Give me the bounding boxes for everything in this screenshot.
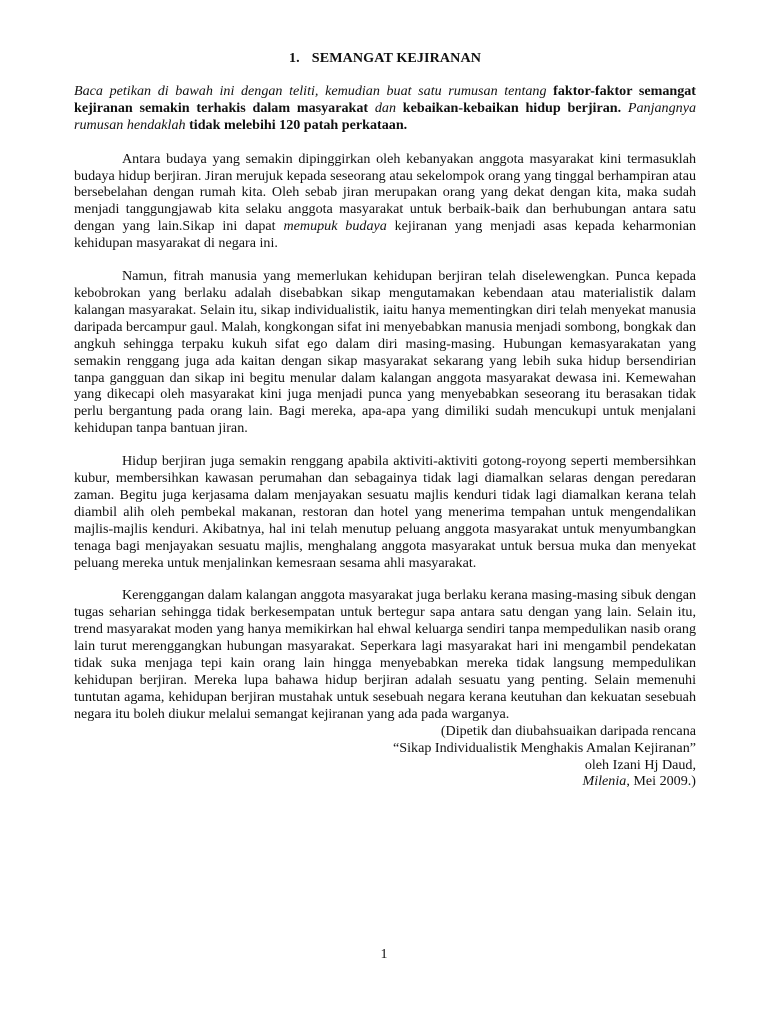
source-line-3: oleh Izani Hj Daud,	[584, 756, 696, 773]
section-number: 1.	[288, 50, 300, 66]
instruction-bold-3: tidak melebihi 120 patah perkataan.	[189, 116, 408, 133]
instruction-paragraph	[74, 83, 696, 134]
source-line-1: (Dipetik dan diubahsuaikan daripada rencana	[440, 722, 696, 739]
section-heading	[74, 50, 696, 67]
paragraph-1-text-b: kejiranan yang menjadi asas kepada keharmonian kehidupan masyarakat di negara ini.	[74, 218, 697, 252]
page-number: 1	[380, 947, 388, 962]
paragraph-1-italic: memupuk budaya	[283, 218, 387, 235]
section-title: SEMANGAT KEJIRANAN	[311, 50, 482, 66]
source-line-2: “Sikap Individualistik Menghakis Amalan Kejiranan”	[393, 739, 696, 756]
paragraph-1-text-a: Antara budaya yang semakin dipinggirkan oleh kebanyakan anggota masyarakat kini termasuklah budaya hidup berjiran. Jiran merujuk kepada seseorang atau sekelompok orang yang tinggal berhampiran atau bersebelahan dengan rumah kita. Oleh sebab jiran merupakan orang yang dekat dengan kita, maka sudah menjadi tanggungjawab kita selaku anggota masyarakat untuk berbaik-baik dan berhubungan antara satu dengan yang lain.Sikap ini dapat	[74, 150, 696, 235]
instruction-bold-2: kebaikan-kebaikan hidup berjiran.	[402, 99, 622, 116]
source-citation	[74, 723, 696, 791]
passage-paragraph-2: Namun, fitrah manusia yang memerlukan kehidupan berjiran telah diselewengkan. Punca kepada kebobrokan yang berlaku adalah disebabkan sikap mengutamakan kebendaan atau materialistik dalam kalangan masyarakat. Selain itu, sikap individualistik, iaitu hanya mementingkan diri telah menyekat manusia daripada bercampur gaul. Malah, kongkongan sifat ini menyebabkan manusia menjadi sombong, bongkak dan angkuh sehingga terpaku kukuh sifat ego dalam diri masing-masing. Hubungan kemasyarakatan yang semakin renggang juga ada kaitan dengan sikap masyarakat sekarang yang lebih suka hidup bersendirian tanpa gangguan dan sikap ini begitu menular dalam kalangan anggota masyarakat dewasa ini. Kemewahan yang dikecapi oleh masyarakat kini juga menjadi punca yang menyebabkan seseorang itu berasakan tidak perlu bergantung pada orang lain. Bagi mereka, apa-apa yang dimiliki sudah mencukupi untuk menjalani kehidupan tanpa bantuan jiran.	[74, 268, 696, 437]
passage-paragraph-4: Kerenggangan dalam kalangan anggota masyarakat juga berlaku kerana masing-masing sibuk dengan tugas seharian sehingga tidak berkesempatan untuk bertegur sapa antara satu dengan yang lain. Selain itu, trend masyarakat moden yang hanya memikirkan hal ehwal keluarga sendiri tanpa mempedulikan nasib orang lain turut merenggangkan hubungan masyarakat. Seperkara lagi masyarakat hari ini mengambil pendekatan tidak suka menjaga tepi kain orang lain hingga menyebabkan mereka tidak langsung mempedulikan kehidupan berjiran. Mereka lupa bahawa hidup berjiran adalah sesuatu yang penting. Selain memenuhi tuntutan agama, kehidupan berjiran mustahak untuk sesebuah negara kerana keutuhan dan kekuatan sesebuah negara itu boleh diukur melalui semangat kejiranan yang ada pada warganya.	[74, 587, 696, 722]
document-page	[74, 50, 696, 790]
instruction-bold-1: faktor-faktor semangat kejiranan semakin terhakis dalam masyarakat	[74, 82, 696, 116]
source-publication: Milenia	[582, 773, 627, 790]
instruction-text-3: Panjangnya rumusan hendaklah	[74, 99, 696, 133]
passage-paragraph-1	[74, 151, 696, 252]
instruction-text-2: dan	[368, 99, 403, 116]
passage-paragraph-3: Hidup berjiran juga semakin renggang apabila aktiviti-aktiviti gotong-royong seperti membersihkan kubur, membersihkan kawasan perumahan dan sebagainya tidak lagi diamalkan selaras dengan peredaran zaman. Begitu juga kerjasama dalam menjayakan sesuatu majlis kenduri tidak lagi diamalkan kerana telah diambil alih oleh pembekal makanan, restoran dan hotel yang menerima tempahan untuk mengendalikan majlis-majlis kenduri. Akibatnya, hal ini telah menutup peluang anggota masyarakat untuk menyumbangkan tenaga bagi menjayakan sesuatu majlis, menghalang anggota masyarakat untuk bersua muka dan menyekat peluang mereka untuk menjalinkan kemesraan sesama ahli masyarakat.	[74, 453, 696, 571]
source-date: , Mei 2009.)	[626, 773, 696, 790]
instruction-text-1: Baca petikan di bawah ini dengan teliti, kemudian buat satu rumusan tentang	[74, 82, 554, 99]
source-line-4	[74, 773, 696, 790]
